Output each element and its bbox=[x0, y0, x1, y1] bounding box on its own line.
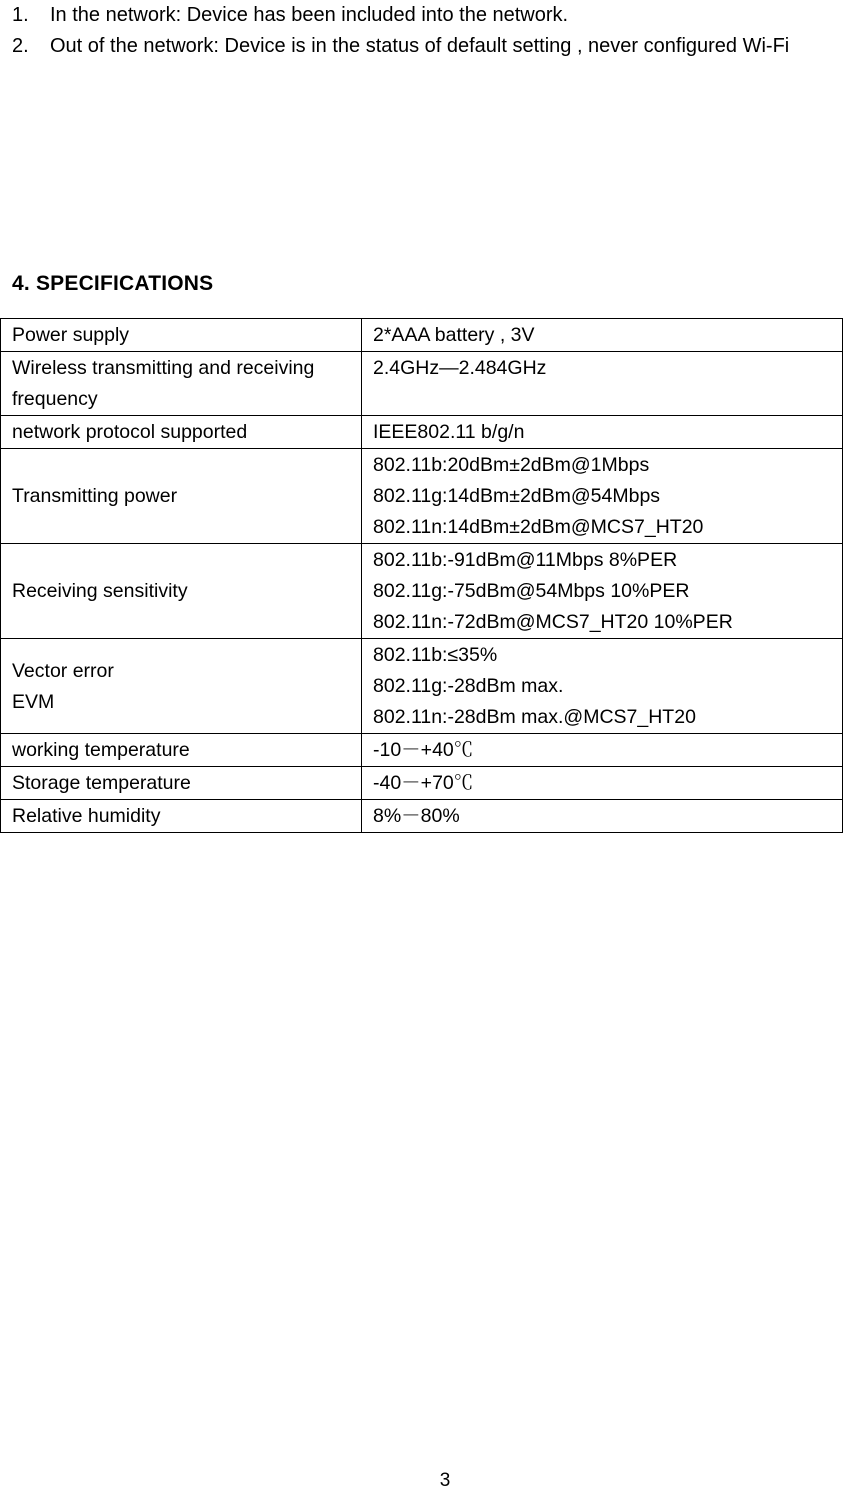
value-line: 8%－80% bbox=[373, 805, 460, 827]
table-row bbox=[1, 800, 843, 833]
section-heading: 4. SPECIFICATIONS bbox=[12, 272, 214, 295]
value-cell bbox=[362, 449, 843, 544]
value-line: IEEE802.11 b/g/n bbox=[373, 421, 525, 443]
value-line: 802.11b:-91dBm@11Mbps 8%PER bbox=[373, 549, 678, 571]
param-cell: working temperature bbox=[1, 734, 362, 767]
list-item-text: Out of the network: Device is in the status of default setting , never configured Wi-Fi bbox=[50, 35, 790, 57]
specifications-table bbox=[0, 318, 843, 833]
value-line: 802.11g:-28dBm max. bbox=[373, 675, 564, 697]
param-cell: Relative humidity bbox=[1, 800, 362, 833]
param-line: Vector error bbox=[12, 659, 114, 682]
value-cell bbox=[362, 639, 843, 734]
param-cell: Power supply bbox=[1, 319, 362, 352]
table-row bbox=[1, 352, 843, 416]
value-cell bbox=[362, 319, 843, 352]
list-item bbox=[0, 0, 843, 31]
table-row bbox=[1, 449, 843, 544]
list-item-text: In the network: Device has been included into the network. bbox=[50, 4, 569, 26]
value-line: 2*AAA battery , 3V bbox=[373, 324, 535, 346]
value-cell bbox=[362, 352, 843, 416]
table-row bbox=[1, 734, 843, 767]
network-status-list bbox=[0, 0, 843, 62]
value-line: 802.11n:-28dBm max.@MCS7_HT20 bbox=[373, 706, 696, 728]
param-cell: Storage temperature bbox=[1, 767, 362, 800]
value-line: 802.11n:-72dBm@MCS7_HT20 10%PER bbox=[373, 611, 733, 633]
param-cell: Receiving sensitivity bbox=[1, 544, 362, 639]
param-cell: network protocol supported bbox=[1, 416, 362, 449]
value-cell bbox=[362, 416, 843, 449]
value-line: -10－+40℃ bbox=[373, 739, 474, 761]
param-line: EVM bbox=[12, 690, 55, 713]
value-line: 802.11b:20dBm±2dBm@1Mbps bbox=[373, 454, 650, 476]
table-row bbox=[1, 639, 843, 734]
value-cell bbox=[362, 767, 843, 800]
param-cell: Wireless transmitting and receiving frequency bbox=[1, 352, 362, 416]
value-line: 2.4GHz—2.484GHz bbox=[373, 357, 547, 379]
value-cell bbox=[362, 544, 843, 639]
value-line: 802.11g:14dBm±2dBm@54Mbps bbox=[373, 485, 661, 507]
table-row bbox=[1, 319, 843, 352]
param-cell bbox=[1, 639, 362, 734]
list-item-number: 2. bbox=[12, 35, 29, 57]
table-row bbox=[1, 544, 843, 639]
value-line: 802.11n:14dBm±2dBm@MCS7_HT20 bbox=[373, 516, 704, 538]
value-line: 802.11b:≤35% bbox=[373, 644, 498, 666]
param-cell: Transmitting power bbox=[1, 449, 362, 544]
table-row bbox=[1, 416, 843, 449]
list-item-number: 1. bbox=[12, 4, 29, 26]
value-cell bbox=[362, 800, 843, 833]
value-line: 802.11g:-75dBm@54Mbps 10%PER bbox=[373, 580, 690, 602]
page-number: 3 bbox=[439, 1470, 451, 1491]
table-row bbox=[1, 767, 843, 800]
value-line: -40－+70℃ bbox=[373, 772, 474, 794]
value-cell bbox=[362, 734, 843, 767]
list-item bbox=[0, 31, 843, 62]
